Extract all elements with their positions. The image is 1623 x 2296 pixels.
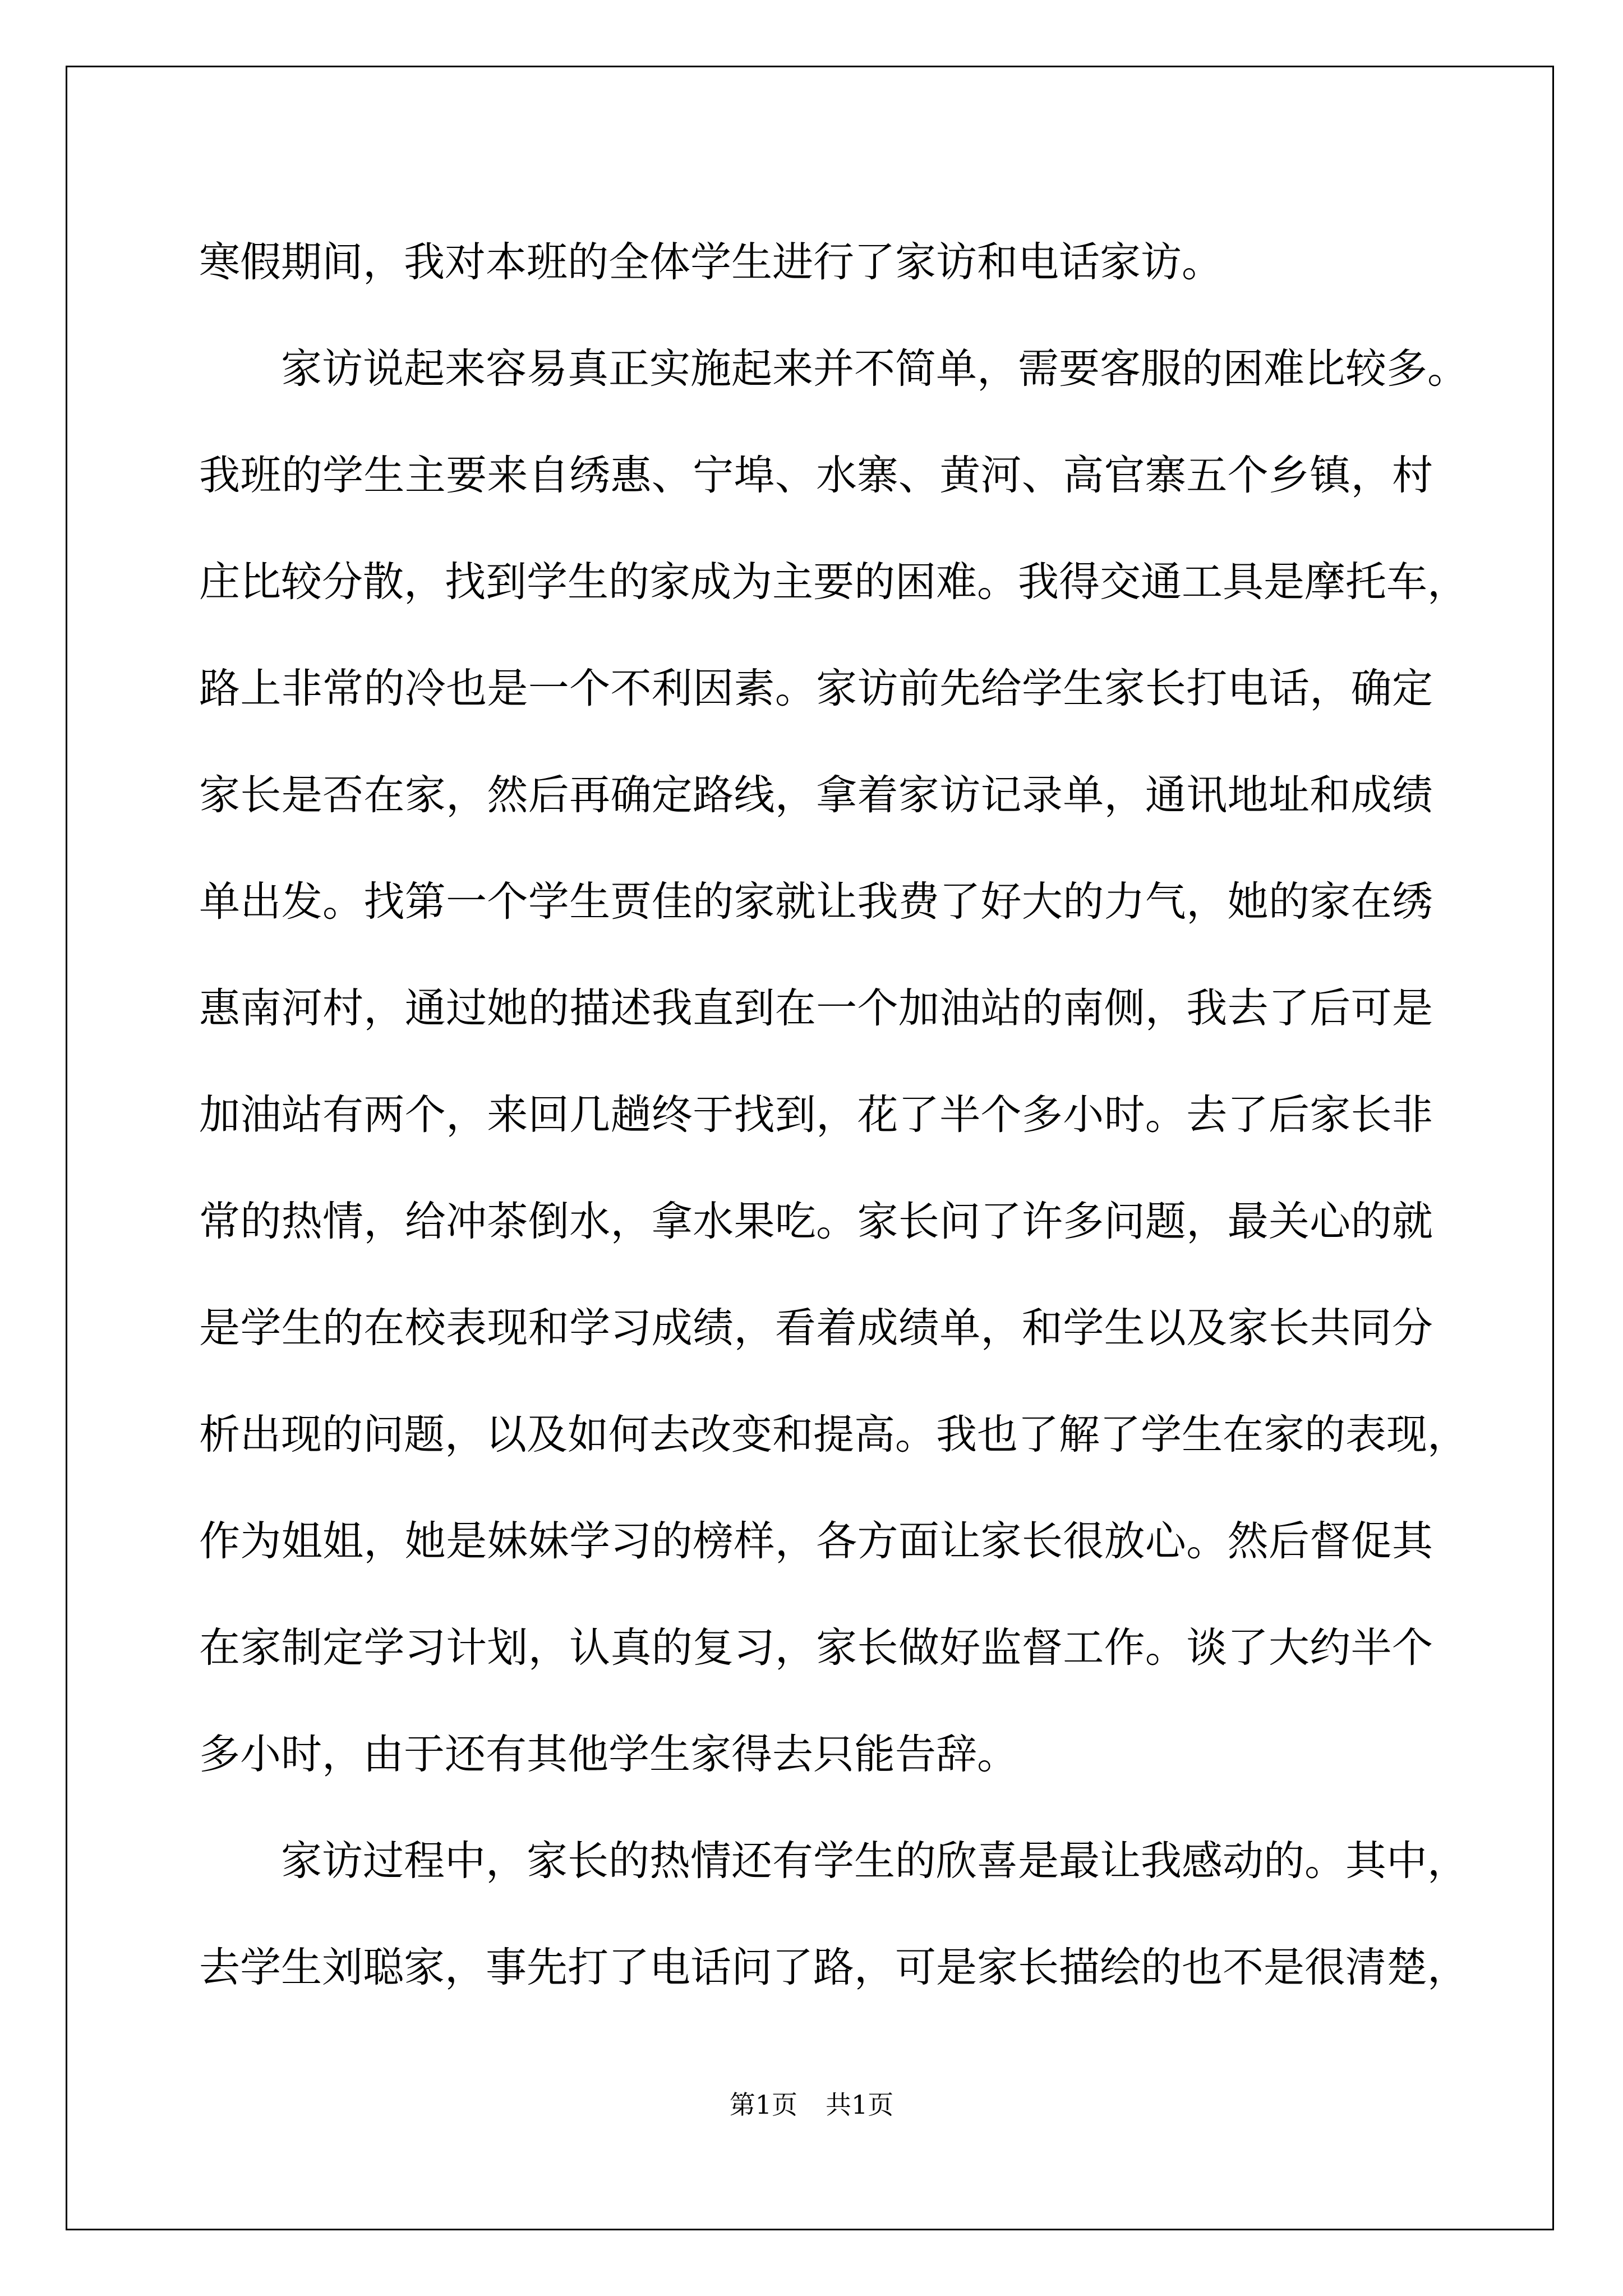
text-line: 寒假期间，我对本班的全体学生进行了家访和电话家访。	[199, 238, 1223, 286]
document-body	[199, 209, 1468, 2021]
text-line: 去学生刘聪家，事先打了电话问了路，可是家长描绘的也不是很清楚，	[199, 1944, 1468, 1991]
text-line: 作为姐姐，她是妹妹学习的榜样，各方面让家长很放心。然后督促其	[199, 1517, 1433, 1565]
text-line: 家长是否在家，然后再确定路线，拿着家访记录单，通讯地址和成绩	[199, 771, 1433, 819]
text-line: 常的热情，给冲茶倒水，拿水果吃。家长问了许多问题，最关心的就	[199, 1198, 1433, 1245]
text-line: 在家制定学习计划，认真的复习，家长做好监督工作。谈了大约半个	[199, 1624, 1433, 1672]
paragraph-2	[199, 316, 1468, 1808]
text-line: 是学生的在校表现和学习成绩，看着成绩单，和学生以及家长共同分	[199, 1304, 1433, 1352]
paragraph-1	[199, 209, 1433, 316]
text-line: 析出现的问题，以及如何去改变和提高。我也了解了学生在家的表现，	[199, 1411, 1468, 1458]
page-footer	[0, 2085, 1623, 2122]
text-line: 家访说起来容易真正实施起来并不简单，需要客服的困难比较多。	[281, 345, 1468, 393]
text-line: 加油站有两个，来回几趟终于找到，花了半个多小时。去了后家长非	[199, 1091, 1433, 1139]
text-line: 我班的学生主要来自绣惠、宁埠、水寨、黄河、高官寨五个乡镇，村	[199, 452, 1433, 499]
text-line: 多小时，由于还有其他学生家得去只能告辞。	[199, 1731, 1018, 1778]
text-line: 路上非常的冷也是一个不利因素。家访前先给学生家长打电话，确定	[199, 665, 1433, 712]
text-line: 惠南河村，通过她的描述我直到在一个加油站的南侧，我去了后可是	[199, 984, 1433, 1032]
page-total: 共1页	[826, 2090, 894, 2120]
text-line: 庄比较分散，找到学生的家成为主要的困难。我得交通工具是摩托车，	[199, 558, 1468, 606]
text-line: 家访过程中，家长的热情还有学生的欣喜是最让我感动的。其中，	[281, 1837, 1468, 1885]
paragraph-3	[199, 1808, 1468, 2021]
page-number: 第1页	[729, 2090, 797, 2120]
text-line: 单出发。找第一个学生贾佳的家就让我费了好大的力气，她的家在绣	[199, 878, 1433, 926]
